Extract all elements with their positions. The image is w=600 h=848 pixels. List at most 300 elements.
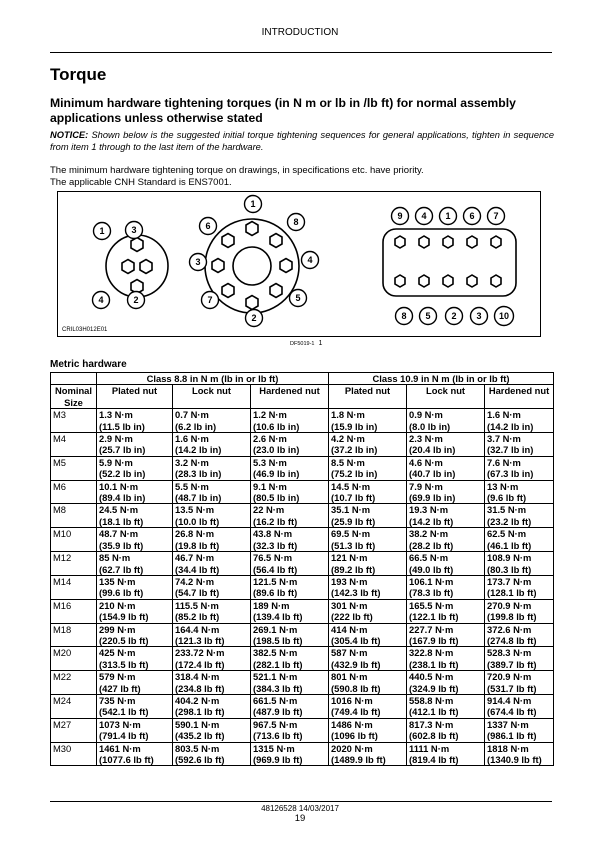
torque-imperial: (167.9 lb ft)	[409, 634, 459, 646]
torque-value-cell	[485, 480, 554, 504]
torque-value-cell	[329, 433, 407, 457]
torque-nm: 106.1 N·m	[409, 575, 454, 587]
torque-nm: 372.6 N·m	[487, 623, 532, 635]
page-number: 19	[294, 813, 306, 824]
figure-code: CRIL03H012E01	[62, 327, 108, 333]
table-row	[51, 742, 554, 766]
nominal-size-cell: M5	[51, 456, 97, 480]
torque-value-cell	[97, 480, 173, 504]
torque-value-cell	[97, 528, 173, 552]
torque-value-cell	[251, 623, 329, 647]
torque-value-cell	[407, 480, 485, 504]
torque-value-cell	[173, 552, 251, 576]
nominal-size-cell: M16	[51, 599, 97, 623]
torque-nm: 13.5 N·m	[175, 504, 215, 516]
torque-nm: 24.5 N·m	[99, 504, 139, 516]
torque-imperial: (1340.9 lb ft)	[487, 754, 542, 765]
torque-value-cell	[329, 623, 407, 647]
torque-value-cell	[251, 647, 329, 671]
torque-value-cell	[173, 504, 251, 528]
torque-nm: 404.2 N·m	[175, 694, 220, 706]
torque-nm: 1073 N·m	[99, 718, 141, 730]
intro-paragraph	[50, 165, 554, 188]
torque-value-cell	[97, 433, 173, 457]
torque-nm: 1.8 N·m	[331, 409, 365, 421]
torque-imperial: (80.5 lb in)	[253, 492, 300, 504]
torque-nm: 1.3 N·m	[99, 409, 133, 421]
intro-line-2: The applicable CNH Standard is ENS7001.	[50, 176, 232, 188]
class-8-8-header: Class 8.8 in N m (lb in or lb ft)	[97, 373, 329, 385]
torque-imperial: (172.4 lb ft)	[175, 658, 225, 670]
torque-nm: 164.4 N·m	[175, 623, 220, 635]
torque-imperial: (384.3 lb ft)	[253, 682, 303, 694]
torque-imperial: (749.4 lb ft)	[331, 706, 381, 718]
torque-nm: 4.2 N·m	[331, 433, 365, 445]
footer-divider	[50, 801, 552, 802]
torque-value-cell	[251, 409, 329, 433]
torque-imperial: (69.9 lb in)	[409, 492, 456, 504]
torque-imperial: (52.2 lb in)	[99, 468, 146, 480]
torque-nm: 425 N·m	[99, 647, 136, 659]
torque-nm: 9.1 N·m	[253, 480, 287, 492]
torque-nm: 579 N·m	[99, 671, 136, 683]
torque-value-cell	[173, 742, 251, 766]
hardened-nut-header: Hardened nut	[485, 385, 554, 409]
torque-nm: 13 N·m	[487, 480, 519, 492]
torque-value-cell	[485, 671, 554, 695]
torque-nm: 270.9 N·m	[487, 599, 532, 611]
torque-value-cell	[97, 671, 173, 695]
torque-nm: 382.5 N·m	[253, 647, 298, 659]
svg-text:1: 1	[99, 226, 105, 236]
torque-nm: 0.9 N·m	[409, 409, 443, 421]
torque-nm: 558.8 N·m	[409, 694, 454, 706]
torque-nm: 43.8 N·m	[253, 528, 293, 540]
torque-nm: 62.5 N·m	[487, 528, 527, 540]
torque-nm: 135 N·m	[99, 575, 136, 587]
torque-nm: 720.9 N·m	[487, 671, 532, 683]
torque-value-cell	[173, 671, 251, 695]
torque-nm: 1.6 N·m	[487, 409, 521, 421]
torque-value-cell	[329, 694, 407, 718]
svg-text:3: 3	[476, 311, 482, 321]
svg-text:10: 10	[498, 311, 510, 321]
torque-imperial: (220.5 lb ft)	[99, 634, 149, 646]
torque-nm: 7.6 N·m	[487, 456, 521, 468]
torque-nm: 269.1 N·m	[253, 623, 298, 635]
figure-ref-code: DF5019-1	[290, 341, 315, 347]
lock-nut-header: Lock nut	[407, 385, 485, 409]
torque-imperial: (19.8 lb ft)	[175, 539, 220, 551]
torque-imperial: (531.7 lb ft)	[487, 682, 537, 694]
torque-imperial: (389.7 lb ft)	[487, 658, 537, 670]
torque-value-cell	[97, 409, 173, 433]
torque-imperial: (35.9 lb ft)	[99, 539, 144, 551]
torque-value-cell	[407, 742, 485, 766]
torque-value-cell	[173, 694, 251, 718]
torque-value-cell	[407, 409, 485, 433]
torque-nm: 661.5 N·m	[253, 694, 298, 706]
page-subtitle: Minimum hardware tightening torques (in N m or lb in /lb ft) for normal assembly applications unless otherwise stated	[50, 96, 516, 125]
torque-imperial: (602.8 lb ft)	[409, 730, 459, 742]
torque-nm: 3.7 N·m	[487, 433, 521, 445]
torque-nm: 2.9 N·m	[99, 433, 133, 445]
svg-text:2: 2	[251, 313, 257, 323]
torque-imperial: (56.4 lb ft)	[253, 563, 298, 575]
torque-nm: 590.1 N·m	[175, 718, 220, 730]
torque-value-cell	[329, 742, 407, 766]
nominal-size-cell: M27	[51, 718, 97, 742]
torque-imperial: (51.3 lb ft)	[331, 539, 376, 551]
torque-nm: 189 N·m	[253, 599, 290, 611]
torque-nm: 26.8 N·m	[175, 528, 215, 540]
plated-nut-header: Plated nut	[329, 385, 407, 409]
nominal-size-cell: M18	[51, 623, 97, 647]
torque-value-cell	[407, 718, 485, 742]
torque-value-cell	[329, 671, 407, 695]
torque-imperial: (62.7 lb ft)	[99, 563, 144, 575]
page-title: Torque	[50, 65, 107, 84]
torque-nm: 1016 N·m	[331, 694, 373, 706]
torque-imperial: (819.4 lb ft)	[409, 754, 459, 765]
torque-imperial: (969.9 lb ft)	[253, 754, 303, 765]
torque-table-body	[51, 409, 554, 766]
torque-value-cell	[485, 456, 554, 480]
torque-nm: 173.7 N·m	[487, 575, 532, 587]
nominal-size-cell: M14	[51, 575, 97, 599]
torque-imperial: (542.1 lb ft)	[99, 706, 149, 718]
torque-imperial: (37.2 lb in)	[331, 444, 378, 456]
torque-value-cell	[97, 647, 173, 671]
torque-value-cell	[97, 552, 173, 576]
nominal-size-cell: M22	[51, 671, 97, 695]
torque-nm: 587 N·m	[331, 647, 368, 659]
torque-nm: 5.9 N·m	[99, 456, 133, 468]
torque-imperial: (986.1 lb ft)	[487, 730, 537, 742]
torque-sequence-figure	[57, 191, 541, 337]
torque-imperial: (592.6 lb ft)	[175, 754, 225, 765]
torque-imperial: (46.9 lb in)	[253, 468, 300, 480]
torque-value-cell	[329, 552, 407, 576]
torque-nm: 322.8 N·m	[409, 647, 454, 659]
torque-nm: 5.3 N·m	[253, 456, 287, 468]
torque-value-cell	[485, 623, 554, 647]
torque-imperial: (590.8 lb ft)	[331, 682, 381, 694]
svg-text:4: 4	[421, 211, 427, 221]
torque-value-cell	[251, 671, 329, 695]
svg-text:8: 8	[293, 217, 299, 227]
torque-imperial: (128.1 lb ft)	[487, 587, 537, 599]
torque-imperial: (199.8 lb ft)	[487, 611, 537, 623]
torque-value-cell	[329, 718, 407, 742]
torque-value-cell	[485, 694, 554, 718]
page-footer	[0, 804, 600, 824]
torque-value-cell	[97, 456, 173, 480]
svg-text:3: 3	[131, 225, 137, 235]
torque-value-cell	[173, 623, 251, 647]
nominal-size-header: Nominal Size	[51, 385, 97, 409]
nominal-size-cell: M20	[51, 647, 97, 671]
svg-text:7: 7	[207, 295, 213, 305]
torque-nm: 38.2 N·m	[409, 528, 449, 540]
torque-value-cell	[97, 694, 173, 718]
torque-value-cell	[329, 528, 407, 552]
torque-value-cell	[173, 409, 251, 433]
torque-nm: 227.7 N·m	[409, 623, 454, 635]
torque-nm: 1337 N·m	[487, 718, 529, 730]
nominal-size-cell: M10	[51, 528, 97, 552]
torque-imperial: (16.2 lb ft)	[253, 515, 298, 527]
torque-imperial: (23.0 lb in)	[253, 444, 300, 456]
torque-imperial: (487.9 lb ft)	[253, 706, 303, 718]
torque-imperial: (14.2 lb in)	[175, 444, 222, 456]
torque-imperial: (10.0 lb ft)	[175, 515, 220, 527]
torque-value-cell	[251, 718, 329, 742]
torque-nm: 14.5 N·m	[331, 480, 371, 492]
svg-text:3: 3	[195, 257, 201, 267]
torque-imperial: (674.4 lb ft)	[487, 706, 537, 718]
torque-imperial: (1077.6 lb ft)	[99, 754, 154, 765]
torque-value-cell	[329, 409, 407, 433]
nominal-size-cell: M6	[51, 480, 97, 504]
svg-text:5: 5	[295, 293, 301, 303]
svg-text:1: 1	[250, 199, 256, 209]
table-row	[51, 480, 554, 504]
torque-imperial: (18.1 lb ft)	[99, 515, 144, 527]
torque-imperial: (1489.9 lb ft)	[331, 754, 386, 765]
torque-imperial: (6.2 lb in)	[175, 420, 217, 432]
table-row	[51, 456, 554, 480]
torque-imperial: (313.5 lb ft)	[99, 658, 149, 670]
figure-reference	[290, 340, 322, 347]
torque-imperial: (75.2 lb in)	[331, 468, 378, 480]
torque-value-cell	[251, 528, 329, 552]
torque-imperial: (28.3 lb in)	[175, 468, 222, 480]
torque-nm: 801 N·m	[331, 671, 368, 683]
torque-imperial: (791.4 lb ft)	[99, 730, 149, 742]
torque-nm: 66.5 N·m	[409, 552, 449, 564]
torque-nm: 121 N·m	[331, 552, 368, 564]
torque-imperial: (14.2 lb ft)	[409, 515, 454, 527]
torque-value-cell	[407, 552, 485, 576]
torque-imperial: (427 lb ft)	[99, 682, 141, 694]
torque-imperial: (9.6 lb ft)	[487, 492, 527, 504]
torque-nm: 1.2 N·m	[253, 409, 287, 421]
torque-value-cell	[251, 742, 329, 766]
torque-imperial: (78.3 lb ft)	[409, 587, 454, 599]
torque-value-cell	[407, 433, 485, 457]
torque-imperial: (713.6 lb ft)	[253, 730, 303, 742]
torque-value-cell	[173, 647, 251, 671]
torque-nm: 2.6 N·m	[253, 433, 287, 445]
torque-value-cell	[173, 528, 251, 552]
notice-label: NOTICE:	[50, 130, 89, 140]
torque-value-cell	[251, 504, 329, 528]
torque-value-cell	[251, 433, 329, 457]
svg-text:9: 9	[397, 211, 403, 221]
torque-value-cell	[407, 504, 485, 528]
torque-nm: 299 N·m	[99, 623, 136, 635]
svg-text:6: 6	[205, 221, 211, 231]
torque-nm: 10.1 N·m	[99, 480, 139, 492]
torque-imperial: (46.1 lb ft)	[487, 539, 532, 551]
torque-imperial: (305.4 lb ft)	[331, 634, 381, 646]
torque-imperial: (142.3 lb ft)	[331, 587, 381, 599]
svg-text:5: 5	[425, 311, 431, 321]
torque-value-cell	[485, 599, 554, 623]
torque-nm: 528.3 N·m	[487, 647, 532, 659]
torque-nm: 803.5 N·m	[175, 742, 220, 754]
torque-value-cell	[251, 599, 329, 623]
svg-text:8: 8	[401, 311, 407, 321]
nominal-size-cell: M24	[51, 694, 97, 718]
torque-nm: 35.1 N·m	[331, 504, 371, 516]
table-row	[51, 528, 554, 552]
hardened-nut-header: Hardened nut	[251, 385, 329, 409]
torque-imperial: (34.4 lb ft)	[175, 563, 220, 575]
plated-nut-header: Plated nut	[97, 385, 173, 409]
torque-imperial: (20.4 lb in)	[409, 444, 456, 456]
torque-value-cell	[407, 456, 485, 480]
torque-imperial: (67.3 lb in)	[487, 468, 534, 480]
blank-header	[51, 373, 97, 385]
torque-nm: 414 N·m	[331, 623, 368, 635]
notice-paragraph	[50, 129, 554, 153]
torque-nm: 1461 N·m	[99, 742, 141, 754]
torque-nm: 3.2 N·m	[175, 456, 209, 468]
torque-nm: 1486 N·m	[331, 718, 373, 730]
torque-imperial: (139.4 lb ft)	[253, 611, 303, 623]
torque-imperial: (121.3 lb ft)	[175, 634, 225, 646]
table-row	[51, 599, 554, 623]
torque-nm: 8.5 N·m	[331, 456, 365, 468]
torque-nm: 301 N·m	[331, 599, 368, 611]
document-number: 48126528 14/03/2017	[261, 804, 339, 813]
torque-value-cell	[485, 647, 554, 671]
nominal-size-cell: M30	[51, 742, 97, 766]
torque-nm: 22 N·m	[253, 504, 285, 516]
torque-value-cell	[251, 480, 329, 504]
svg-text:7: 7	[493, 211, 499, 221]
torque-value-cell	[485, 504, 554, 528]
torque-imperial: (23.2 lb ft)	[487, 515, 532, 527]
torque-value-cell	[173, 456, 251, 480]
torque-imperial: (25.7 lb in)	[99, 444, 146, 456]
torque-nm: 85 N·m	[99, 552, 131, 564]
torque-nm: 914.4 N·m	[487, 694, 532, 706]
torque-value-cell	[97, 742, 173, 766]
torque-value-cell	[407, 671, 485, 695]
torque-nm: 2.3 N·m	[409, 433, 443, 445]
torque-value-cell	[329, 647, 407, 671]
figure-ref-number: 1	[318, 340, 323, 347]
torque-imperial: (49.0 lb ft)	[409, 563, 454, 575]
torque-value-cell	[97, 623, 173, 647]
torque-value-cell	[97, 575, 173, 599]
torque-value-cell	[407, 647, 485, 671]
torque-value-cell	[407, 528, 485, 552]
svg-text:1: 1	[445, 211, 451, 221]
torque-imperial: (32.3 lb ft)	[253, 539, 298, 551]
torque-imperial: (122.1 lb ft)	[409, 611, 459, 623]
torque-value-cell	[173, 433, 251, 457]
torque-value-cell	[97, 718, 173, 742]
torque-nm: 69.5 N·m	[331, 528, 371, 540]
svg-text:6: 6	[469, 211, 475, 221]
torque-value-cell	[329, 456, 407, 480]
torque-nm: 19.3 N·m	[409, 504, 449, 516]
torque-imperial: (54.7 lb ft)	[175, 587, 220, 599]
torque-imperial: (324.9 lb ft)	[409, 682, 459, 694]
table-row	[51, 504, 554, 528]
torque-nm: 521.1 N·m	[253, 671, 298, 683]
torque-nm: 1818 N·m	[487, 742, 529, 754]
table-row	[51, 433, 554, 457]
torque-value-cell	[485, 552, 554, 576]
torque-imperial: (85.2 lb ft)	[175, 611, 220, 623]
torque-value-cell	[173, 718, 251, 742]
torque-value-cell	[485, 742, 554, 766]
torque-value-cell	[407, 694, 485, 718]
nominal-size-cell: M4	[51, 433, 97, 457]
torque-value-cell	[97, 504, 173, 528]
torque-imperial: (222 lb ft)	[331, 611, 373, 623]
torque-nm: 1111 N·m	[409, 742, 450, 754]
svg-text:4: 4	[307, 255, 313, 265]
torque-imperial: (48.7 lb in)	[175, 492, 222, 504]
nominal-size-cell: M3	[51, 409, 97, 433]
torque-imperial: (99.6 lb ft)	[99, 587, 144, 599]
torque-nm: 74.2 N·m	[175, 575, 215, 587]
torque-imperial: (154.9 lb ft)	[99, 611, 149, 623]
torque-imperial: (15.9 lb in)	[331, 420, 378, 432]
torque-value-cell	[485, 718, 554, 742]
torque-value-cell	[329, 480, 407, 504]
torque-nm: 7.9 N·m	[409, 480, 443, 492]
torque-value-cell	[173, 575, 251, 599]
torque-value-cell	[251, 552, 329, 576]
torque-imperial: (8.0 lb in)	[409, 420, 451, 432]
torque-nm: 4.6 N·m	[409, 456, 443, 468]
page-header: INTRODUCTION	[261, 27, 339, 38]
torque-nm: 1.6 N·m	[175, 433, 209, 445]
torque-value-cell	[329, 504, 407, 528]
torque-nm: 0.7 N·m	[175, 409, 209, 421]
torque-imperial: (10.6 lb in)	[253, 420, 300, 432]
torque-imperial: (298.1 lb ft)	[175, 706, 225, 718]
torque-nm: 121.5 N·m	[253, 575, 298, 587]
torque-imperial: (28.2 lb ft)	[409, 539, 454, 551]
torque-value-cell	[97, 599, 173, 623]
torque-nm: 318.4 N·m	[175, 671, 220, 683]
torque-imperial: (274.8 lb ft)	[487, 634, 537, 646]
torque-nm: 2020 N·m	[331, 742, 373, 754]
torque-value-cell	[407, 623, 485, 647]
table-row	[51, 552, 554, 576]
torque-imperial: (432.9 lb ft)	[331, 658, 381, 670]
section-title: Metric hardware	[50, 359, 127, 370]
torque-nm: 967.5 N·m	[253, 718, 298, 730]
torque-imperial: (11.5 lb in)	[99, 420, 145, 432]
torque-nm: 193 N·m	[331, 575, 368, 587]
class-10-9-header: Class 10.9 in N m (lb in or lb ft)	[329, 373, 554, 385]
torque-sequence-diagram	[58, 192, 542, 338]
torque-imperial: (32.7 lb in)	[487, 444, 534, 456]
torque-nm: 108.9 N·m	[487, 552, 532, 564]
torque-nm: 5.5 N·m	[175, 480, 209, 492]
torque-value-cell	[485, 433, 554, 457]
torque-value-cell	[251, 694, 329, 718]
